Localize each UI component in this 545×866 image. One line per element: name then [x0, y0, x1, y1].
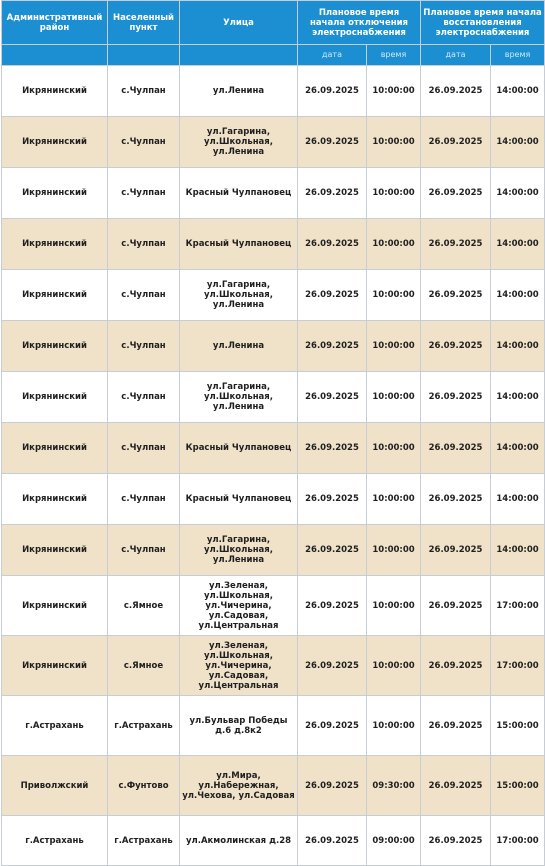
cell-off-time: 10:00:00: [367, 576, 421, 636]
cell-locality: с.Чулпан: [108, 372, 180, 423]
cell-off-date: 26.09.2025: [298, 66, 367, 117]
cell-district: Икрянинский: [2, 321, 108, 372]
cell-district: г.Астрахань: [2, 696, 108, 756]
cell-district: Икрянинский: [2, 117, 108, 168]
cell-off-date: 26.09.2025: [298, 372, 367, 423]
cell-district: Икрянинский: [2, 270, 108, 321]
cell-street: ул.Гагарина, ул.Школьная, ул.Ленина: [180, 525, 298, 576]
cell-on-date: 26.09.2025: [421, 576, 491, 636]
cell-street: Красный Чулпановец: [180, 219, 298, 270]
cell-locality: г.Астрахань: [108, 816, 180, 866]
cell-district: Приволжский: [2, 756, 108, 816]
table-row: [2, 219, 545, 270]
cell-off-time: 10:00:00: [367, 423, 421, 474]
cell-district: Икрянинский: [2, 423, 108, 474]
cell-district: Икрянинский: [2, 474, 108, 525]
cell-on-date: 26.09.2025: [421, 474, 491, 525]
subheader-on-date: дата: [421, 45, 491, 66]
cell-off-date: 26.09.2025: [298, 219, 367, 270]
cell-on-date: 26.09.2025: [421, 816, 491, 866]
outage-schedule-table: [1, 0, 545, 866]
cell-on-time: 15:00:00: [491, 696, 545, 756]
cell-district: Икрянинский: [2, 636, 108, 696]
cell-off-date: 26.09.2025: [298, 117, 367, 168]
cell-locality: с.Фунтово: [108, 756, 180, 816]
cell-locality: с.Чулпан: [108, 117, 180, 168]
cell-on-time: 14:00:00: [491, 117, 545, 168]
cell-district: Икрянинский: [2, 168, 108, 219]
cell-district: Икрянинский: [2, 66, 108, 117]
cell-off-time: 09:30:00: [367, 756, 421, 816]
table-row: [2, 474, 545, 525]
cell-off-date: 26.09.2025: [298, 525, 367, 576]
cell-locality: с.Ямное: [108, 576, 180, 636]
cell-district: Икрянинский: [2, 525, 108, 576]
cell-on-date: 26.09.2025: [421, 321, 491, 372]
cell-district: Икрянинский: [2, 576, 108, 636]
cell-on-time: 14:00:00: [491, 372, 545, 423]
cell-locality: с.Чулпан: [108, 219, 180, 270]
cell-street: ул.Мира, ул.Набережная, ул.Чехова, ул.Садовая: [180, 756, 298, 816]
cell-off-date: 26.09.2025: [298, 321, 367, 372]
table-row: [2, 117, 545, 168]
header-street: Улица: [180, 1, 298, 45]
table-row: [2, 756, 545, 816]
cell-off-time: 10:00:00: [367, 696, 421, 756]
cell-on-time: 14:00:00: [491, 423, 545, 474]
cell-street: ул.Ленина: [180, 66, 298, 117]
cell-on-date: 26.09.2025: [421, 270, 491, 321]
header-restore-start: Плановое время начала восстановления электроснабжения: [421, 1, 545, 45]
header-district: Административный район: [2, 1, 108, 45]
cell-off-date: 26.09.2025: [298, 756, 367, 816]
cell-on-date: 26.09.2025: [421, 696, 491, 756]
cell-on-time: 14:00:00: [491, 270, 545, 321]
header-outage-start: Плановое время начала отключения электроснабжения: [298, 1, 421, 45]
cell-on-date: 26.09.2025: [421, 117, 491, 168]
subheader-empty: [108, 45, 180, 66]
cell-locality: с.Чулпан: [108, 168, 180, 219]
cell-street: ул.Ленина: [180, 321, 298, 372]
cell-locality: с.Чулпан: [108, 423, 180, 474]
table-row: [2, 696, 545, 756]
table-body: [2, 66, 545, 866]
cell-off-time: 10:00:00: [367, 372, 421, 423]
cell-locality: с.Чулпан: [108, 321, 180, 372]
cell-off-time: 10:00:00: [367, 219, 421, 270]
cell-on-time: 14:00:00: [491, 525, 545, 576]
cell-off-time: 10:00:00: [367, 66, 421, 117]
cell-on-time: 14:00:00: [491, 66, 545, 117]
subheader-row: [2, 45, 545, 66]
cell-off-date: 26.09.2025: [298, 816, 367, 866]
cell-off-time: 10:00:00: [367, 636, 421, 696]
cell-district: Икрянинский: [2, 372, 108, 423]
cell-on-time: 17:00:00: [491, 636, 545, 696]
cell-on-time: 14:00:00: [491, 168, 545, 219]
table-row: [2, 270, 545, 321]
table-row: [2, 423, 545, 474]
cell-street: ул.Гагарина, ул.Школьная, ул.Ленина: [180, 270, 298, 321]
table-row: [2, 372, 545, 423]
table-row: [2, 636, 545, 696]
cell-off-date: 26.09.2025: [298, 270, 367, 321]
cell-off-date: 26.09.2025: [298, 474, 367, 525]
cell-off-date: 26.09.2025: [298, 696, 367, 756]
cell-on-time: 17:00:00: [491, 816, 545, 866]
cell-street: ул.Зеленая, ул.Школьная, ул.Чичерина, ул.Садовая, ул.Центральная: [180, 636, 298, 696]
subheader-empty: [180, 45, 298, 66]
cell-off-date: 26.09.2025: [298, 168, 367, 219]
cell-on-date: 26.09.2025: [421, 219, 491, 270]
cell-on-date: 26.09.2025: [421, 756, 491, 816]
cell-off-time: 10:00:00: [367, 168, 421, 219]
table-row: [2, 525, 545, 576]
cell-on-time: 14:00:00: [491, 219, 545, 270]
header-row: [2, 1, 545, 45]
cell-off-time: 10:00:00: [367, 525, 421, 576]
cell-on-time: 14:00:00: [491, 321, 545, 372]
cell-district: г.Астрахань: [2, 816, 108, 866]
cell-locality: с.Чулпан: [108, 525, 180, 576]
cell-locality: с.Чулпан: [108, 66, 180, 117]
cell-locality: г.Астрахань: [108, 696, 180, 756]
cell-locality: с.Ямное: [108, 636, 180, 696]
table-row: [2, 321, 545, 372]
cell-on-time: 14:00:00: [491, 474, 545, 525]
cell-street: ул.Акмолинская д.28: [180, 816, 298, 866]
cell-off-date: 26.09.2025: [298, 423, 367, 474]
cell-street: Красный Чулпановец: [180, 168, 298, 219]
cell-locality: с.Чулпан: [108, 474, 180, 525]
table-row: [2, 816, 545, 866]
cell-on-date: 26.09.2025: [421, 423, 491, 474]
table-row: [2, 168, 545, 219]
subheader-on-time: время: [491, 45, 545, 66]
table-row: [2, 576, 545, 636]
cell-on-date: 26.09.2025: [421, 66, 491, 117]
cell-on-date: 26.09.2025: [421, 525, 491, 576]
cell-off-time: 10:00:00: [367, 117, 421, 168]
cell-on-date: 26.09.2025: [421, 636, 491, 696]
cell-off-time: 10:00:00: [367, 474, 421, 525]
header-locality: Населенный пункт: [108, 1, 180, 45]
cell-off-time: 10:00:00: [367, 321, 421, 372]
cell-off-date: 26.09.2025: [298, 636, 367, 696]
cell-on-date: 26.09.2025: [421, 372, 491, 423]
table-row: [2, 66, 545, 117]
cell-street: Красный Чулпановец: [180, 423, 298, 474]
subheader-off-time: время: [367, 45, 421, 66]
cell-on-time: 15:00:00: [491, 756, 545, 816]
cell-street: ул.Бульвар Победы д.6 д.8к2: [180, 696, 298, 756]
cell-street: ул.Гагарина, ул.Школьная, ул.Ленина: [180, 372, 298, 423]
cell-off-time: 10:00:00: [367, 270, 421, 321]
cell-street: Красный Чулпановец: [180, 474, 298, 525]
cell-locality: с.Чулпан: [108, 270, 180, 321]
cell-on-date: 26.09.2025: [421, 168, 491, 219]
subheader-empty: [2, 45, 108, 66]
cell-district: Икрянинский: [2, 219, 108, 270]
cell-street: ул.Зеленая, ул.Школьная, ул.Чичерина, ул.Садовая, ул.Центральная: [180, 576, 298, 636]
subheader-off-date: дата: [298, 45, 367, 66]
cell-on-time: 17:00:00: [491, 576, 545, 636]
cell-street: ул.Гагарина, ул.Школьная, ул.Ленина: [180, 117, 298, 168]
cell-off-date: 26.09.2025: [298, 576, 367, 636]
cell-off-time: 09:00:00: [367, 816, 421, 866]
